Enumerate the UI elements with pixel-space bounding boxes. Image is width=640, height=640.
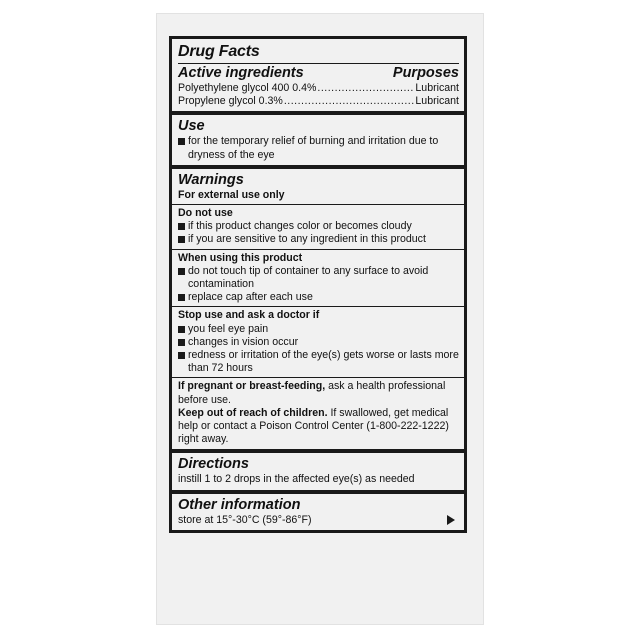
drug-facts-card — [157, 14, 483, 624]
children-bold: Keep out of reach of children. — [178, 406, 328, 419]
ingredient-purpose: Lubricant — [415, 95, 459, 108]
warning-item: if this product changes color or becomes cloudy — [178, 220, 459, 233]
pregnancy-bold: If pregnant or breast-feeding, — [178, 380, 326, 393]
when-using-block — [172, 249, 464, 305]
use-heading: Use — [178, 118, 205, 135]
warning-item: redness or irritation of the eye(s) gets worse or lasts more than 72 hours — [178, 349, 459, 375]
triangle-right-icon — [447, 515, 455, 525]
purposes-heading: Purposes — [392, 65, 459, 81]
children-text: If swallowed, get medical help or contact a Poison Control Center (1-800-222-1222) right away. — [178, 406, 449, 446]
ingredient-name: Propylene glycol 0.3% — [178, 95, 283, 108]
warning-item: you feel eye pain — [178, 323, 459, 336]
directions-heading: Directions — [178, 456, 249, 473]
pregnancy-children-block — [172, 377, 464, 446]
ingredient-row — [178, 82, 459, 95]
when-using-heading: When using this product — [178, 251, 303, 264]
stop-use-heading: Stop use and ask a doctor if — [178, 309, 320, 322]
directions-text: instill 1 to 2 drops in the affected eye(s) as needed — [178, 473, 415, 486]
external-use-text: For external use only — [178, 188, 285, 201]
drug-facts-title: Drug Facts — [178, 42, 459, 64]
do-not-use-heading: Do not use — [178, 207, 233, 220]
other-information-row — [178, 514, 459, 527]
use-section — [172, 111, 464, 164]
storage-text: store at 15°-30°C (59°-86°F) — [178, 513, 312, 526]
warning-item: if you are sensitive to any ingredient in this product — [178, 233, 459, 246]
dot-leader — [317, 82, 414, 95]
warnings-section — [172, 165, 464, 450]
other-information-heading: Other information — [178, 496, 301, 513]
warnings-heading: Warnings — [178, 171, 244, 188]
children-warning — [178, 407, 459, 447]
ingredient-purpose: Lubricant — [415, 82, 459, 94]
warning-item: replace cap after each use — [178, 291, 459, 304]
drug-facts-panel — [169, 36, 467, 533]
do-not-use-block — [172, 204, 464, 247]
active-ingredients-header — [178, 65, 459, 82]
other-information-section — [172, 490, 464, 530]
dot-leader — [284, 95, 415, 108]
pregnancy-text: ask a health professional before use. — [178, 380, 446, 406]
warning-item: do not touch tip of container to any surface to avoid contamination — [178, 265, 459, 291]
active-ingredients-heading: Active ingredients — [178, 65, 304, 81]
pregnancy-warning — [178, 380, 459, 406]
directions-section — [172, 449, 464, 489]
stop-use-block — [172, 306, 464, 375]
ingredient-row — [178, 95, 459, 108]
warning-item: changes in vision occur — [178, 336, 459, 349]
active-ingredients-section — [172, 39, 464, 111]
use-item: for the temporary relief of burning and irritation due to dryness of the eye — [178, 135, 459, 161]
ingredient-name: Polyethylene glycol 400 0.4% — [178, 82, 317, 94]
